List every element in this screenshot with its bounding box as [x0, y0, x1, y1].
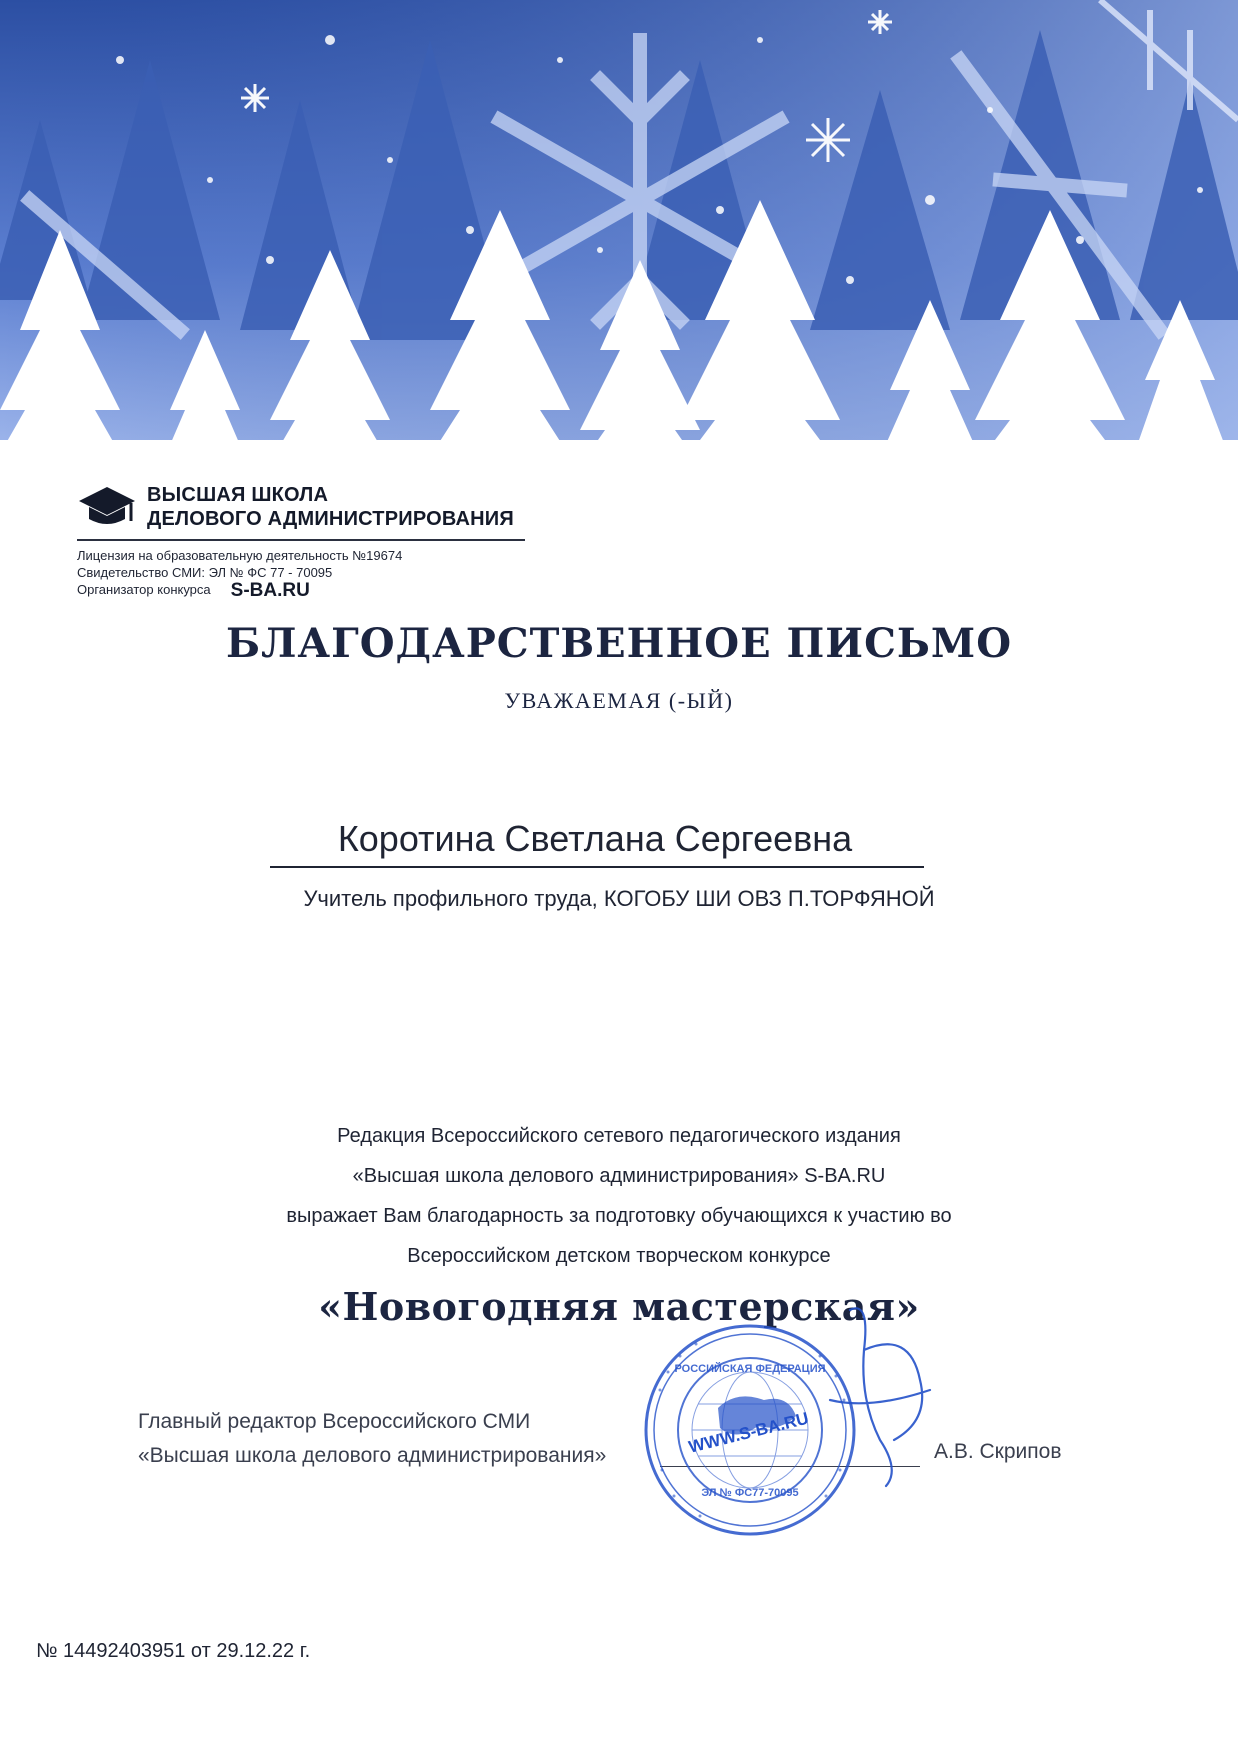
- winter-banner: [0, 0, 1238, 480]
- organization-name: [147, 483, 607, 531]
- document-title: БЛАГОДАРСТВЕННОЕ ПИСЬМО: [225, 620, 1013, 667]
- recipient-name: Коротина Светлана Сергеевна: [337, 818, 853, 859]
- recipient-position: Учитель профильного труда, КОГОБУ ШИ ОВЗ П.ТОРФЯНОЙ: [303, 886, 935, 911]
- organization-name-line2: ДЕЛОВОГО АДМИНИСТРИРОВАНИЯ: [147, 508, 514, 530]
- handwritten-signature: [790, 1290, 940, 1490]
- organization-details: [77, 547, 537, 599]
- stamp-top-text: РОССИЙСКАЯ ФЕДЕРАЦИЯ: [674, 1363, 826, 1375]
- stamp-center-text: WWW.S-BA.RU: [686, 1408, 811, 1457]
- logo-divider: [77, 539, 525, 541]
- winter-forest-illustration: [0, 0, 1238, 480]
- contest-title: «Новогодняя мастерская»: [318, 1284, 920, 1329]
- stamp-bottom-text: ЭЛ № ФС77-70095: [701, 1487, 799, 1499]
- organizer-label: Организатор конкурса: [77, 582, 211, 597]
- organizer-row: [77, 581, 537, 599]
- editor-line-2: «Высшая школа делового администрирования»: [138, 1444, 607, 1467]
- body-line-3: выражает Вам благодарность за подготовку обучающихся к участию во: [286, 1205, 952, 1227]
- editor-line-1: Главный редактор Всероссийского СМИ: [138, 1410, 531, 1433]
- document-number: № 14492403951 от 29.12.22 г.: [36, 1640, 311, 1662]
- editor-title: [138, 1405, 698, 1473]
- recipient-underline: [270, 866, 924, 868]
- body-line-1: Редакция Всероссийского сетевого педагогического издания: [337, 1125, 901, 1147]
- body-line-2: «Высшая школа делового администрирования» S-BA.RU: [352, 1165, 886, 1187]
- body-line-4: Всероссийском детском творческом конкурсе: [407, 1245, 831, 1267]
- license-text: Лицензия на образовательную деятельность №19674: [77, 548, 403, 563]
- letter-body: [0, 1116, 1238, 1276]
- signer-name: А.В. Скрипов: [934, 1440, 1062, 1463]
- graduation-cap-icon: [77, 483, 137, 531]
- organization-name-line1: ВЫСШАЯ ШКОЛА: [147, 484, 329, 506]
- media-certificate-text: Свидетельство СМИ: ЭЛ № ФС 77 - 70095: [77, 565, 333, 580]
- salutation: УВАЖАЕМАЯ (-ЫЙ): [504, 688, 734, 713]
- organizer-site: S-BA.RU: [230, 580, 310, 601]
